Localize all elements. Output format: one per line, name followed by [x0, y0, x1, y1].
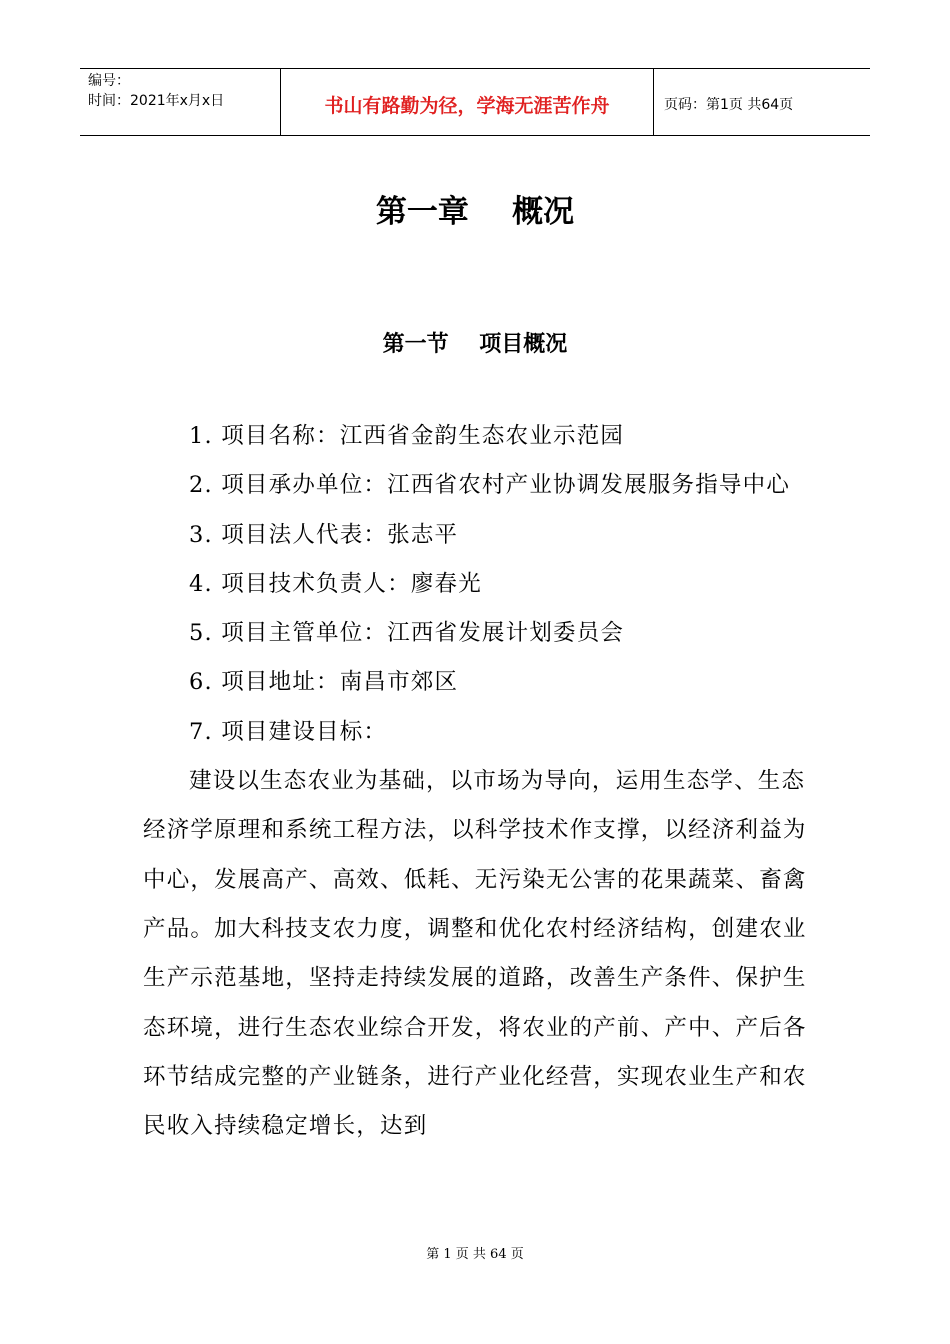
list-item: 7. 项目建设目标： [189, 718, 388, 745]
chapter-title: 第一章 概况 [375, 194, 575, 230]
header-motto: 书山有路勤为径，学海无涯苦作舟 [281, 69, 654, 135]
page-header [80, 68, 870, 136]
page-footer: 第 1 页 共 64 页 [426, 1247, 524, 1262]
list-item: 4. 项目技术负责人：廖春光 [189, 570, 482, 597]
header-page-info: 页码：第1页 共64页 [664, 97, 794, 113]
document-date: 时间：2021年x月x日 [88, 93, 225, 109]
list-item: 6. 项目地址：南昌市郊区 [189, 669, 459, 696]
header-meta [80, 69, 281, 135]
list-item: 3. 项目法人代表：张志平 [189, 521, 459, 548]
section-title: 第一节 项目概况 [382, 332, 568, 357]
document-body [143, 412, 815, 1151]
document-number-label: 编号： [88, 73, 130, 89]
body-paragraph: 建设以生态农业为基础，以市场为导向，运用生态学、生态经济学原理和系统工程方法，以科学技术作支撑，以经济利益为中心，发展高产、高效、低耗、无污染无公害的花果蔬菜、畜禽产品。加大科技支农力度，调整和优化农村经济结构，创建农业生产示范基地，坚持走持续发展的道路，改善生产条件、保护生态环境，进行生态农业综合开发，将农业的产前、产中、产后各环节结成完整的产业链条，进行产业化经营，实现农业生产和农民收入持续稳定增长，达到 [143, 768, 807, 1140]
list-item: 5. 项目主管单位：江西省发展计划委员会 [189, 620, 625, 647]
list-item: 2. 项目承办单位：江西省农村产业协调发展服务指导中心 [189, 472, 791, 499]
list-item: 1. 项目名称：江西省金韵生态农业示范园 [189, 423, 625, 449]
